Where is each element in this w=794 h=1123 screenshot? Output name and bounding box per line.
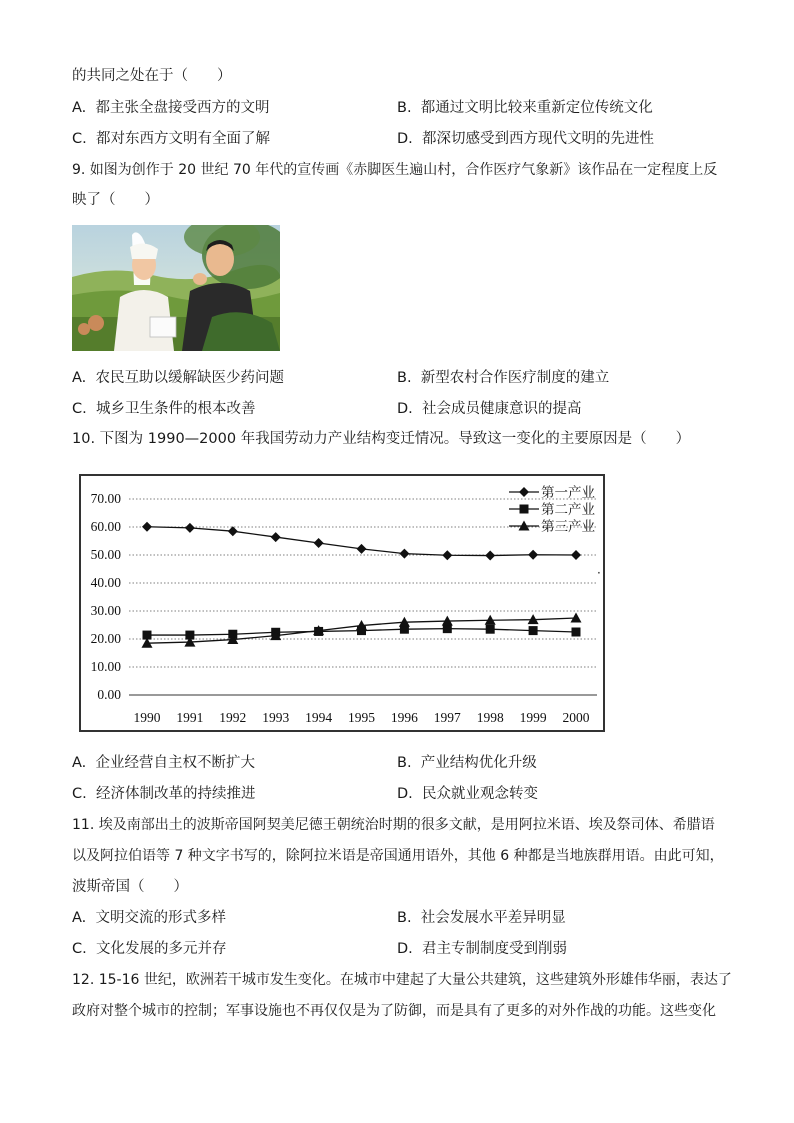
option-text: 产业结构优化升级 [420,755,537,771]
q9-option-d[interactable] [397,399,582,419]
x-tick-label: 1995 [348,710,375,725]
x-tick-label: 1997 [433,710,461,725]
option-key: A. [72,370,87,386]
option-key: A. [72,755,87,771]
x-tick-label: 1991 [176,710,204,725]
option-key: D. [397,131,413,147]
option-key: B. [397,100,412,116]
q9-option-b[interactable] [397,368,609,388]
data-point-diamond [519,487,529,497]
y-tick-label: 20.00 [90,631,121,646]
painting-illustration [72,225,280,351]
y-tick-label: 40.00 [90,575,121,590]
option-text: 都主张全盘接受西方的文明 [95,100,270,116]
q10-option-a[interactable] [72,753,255,773]
y-tick-label: 60.00 [90,519,121,534]
q11-option-b[interactable] [397,908,566,928]
y-tick-label: 0.00 [97,687,121,702]
option-key: D. [397,401,413,417]
legend-label: 第一产业 [541,485,595,500]
option-text: 文明交流的形式多样 [95,910,226,926]
data-point-diamond [571,550,581,560]
option-key: D. [397,786,413,802]
q11-stem-line2: 以及阿拉伯语等 7 种文字书写的，除阿拉米语是帝国通用语外，其他 6 种都是当地族群用语。由此可知， [72,848,724,864]
data-point-diamond [228,526,238,536]
option-key: C. [72,401,87,417]
x-tick-label: 1996 [390,710,418,725]
data-point-diamond [442,550,452,560]
q10-option-c[interactable] [72,784,255,804]
data-point-square [572,628,581,637]
q9-stem-line1: 9. 如图为创作于 20 世纪 70 年代的宣传画《赤脚医生遍山村，合作医疗气象新》该作品在一定程度上反 [72,162,718,178]
data-point-square [520,505,529,514]
q12-stem-line2: 政府对整个城市的控制；军事设施也不再仅仅是为了防御，而是具有了更多的对外作战的功能。这些变化 [72,1003,716,1019]
q9-option-c[interactable] [72,399,255,419]
x-tick-label: 1990 [133,710,161,725]
option-key: A. [72,100,87,116]
option-text: 新型农村合作医疗制度的建立 [420,370,610,386]
option-text: 都对东西方文明有全面了解 [95,131,270,147]
x-tick-label: 1994 [305,710,333,725]
option-key: B. [397,910,412,926]
x-tick-label: 1999 [519,710,547,725]
q11-option-d[interactable] [397,939,567,959]
q10-option-d[interactable] [397,784,538,804]
y-tick-label: 10.00 [90,659,121,674]
q10-stem: 10. 下图为 1990—2000 年我国劳动力产业结构变迁情况。导致这一变化的主要原因是（ ） [72,431,691,447]
data-point-diamond [142,522,152,532]
option-key: D. [397,941,413,957]
stray-dot: · [597,566,601,580]
labor-structure-chart [79,474,605,732]
legend-label: 第三产业 [541,519,595,534]
data-point-diamond [528,550,538,560]
y-tick-label: 30.00 [90,603,121,618]
legend-label: 第二产业 [541,502,595,517]
data-point-square [529,626,538,635]
option-key: C. [72,131,87,147]
data-point-triangle [571,613,582,623]
option-key: B. [397,755,412,771]
line-chart [81,476,603,730]
q9-stem-line2: 映了（ ） [72,192,159,208]
data-point-diamond [485,551,495,561]
option-text: 社会成员健康意识的提高 [422,401,582,417]
option-key: C. [72,786,87,802]
q10-option-b[interactable] [397,753,537,773]
x-tick-label: 2000 [562,710,590,725]
data-point-diamond [271,532,281,542]
option-key: A. [72,910,87,926]
data-point-diamond [185,523,195,533]
q11-option-a[interactable] [72,908,226,928]
option-key: B. [397,370,412,386]
q8-option-c[interactable] [72,129,270,149]
q8-stem: 的共同之处在于（ ） [72,68,232,84]
option-key: C. [72,941,87,957]
option-text: 经济体制改革的持续推进 [95,786,256,802]
q8-option-b[interactable] [397,98,653,118]
option-text: 社会发展水平差异明显 [420,910,566,926]
q8-option-a[interactable] [72,98,270,118]
propaganda-painting [72,225,280,351]
x-tick-label: 1993 [262,710,290,725]
option-text: 君主专制制度受到削弱 [422,941,567,957]
x-tick-label: 1998 [476,710,504,725]
data-point-diamond [399,549,409,559]
option-text: 农民互助以缓解缺医少药问题 [95,370,284,386]
q12-stem-line1: 12. 15-16 世纪，欧洲若干城市发生变化。在城市中建起了大量公共建筑，这些建筑外形雄伟华丽，表达了 [72,972,732,988]
q11-stem-line1: 11. 埃及南部出土的波斯帝国阿契美尼德王朝统治时期的很多文献，是用阿拉米语、埃及祭司体、希腊语 [72,817,715,833]
option-text: 民众就业观念转变 [422,786,538,802]
q9-option-a[interactable] [72,368,284,388]
data-point-square [486,625,495,634]
x-tick-label: 1992 [219,710,247,725]
data-point-diamond [357,544,367,554]
option-text: 文化发展的多元并存 [95,941,227,957]
data-point-diamond [314,538,324,548]
option-text: 城乡卫生条件的根本改善 [95,401,256,417]
q8-option-d[interactable] [397,129,654,149]
y-tick-label: 50.00 [90,547,121,562]
q11-stem-line3: 波斯帝国（ ） [72,879,188,895]
option-text: 都通过文明比较来重新定位传统文化 [420,100,653,116]
q11-option-c[interactable] [72,939,226,959]
y-tick-label: 70.00 [90,491,121,506]
option-text: 企业经营自主权不断扩大 [95,755,255,771]
option-text: 都深切感受到西方现代文明的先进性 [422,131,654,147]
